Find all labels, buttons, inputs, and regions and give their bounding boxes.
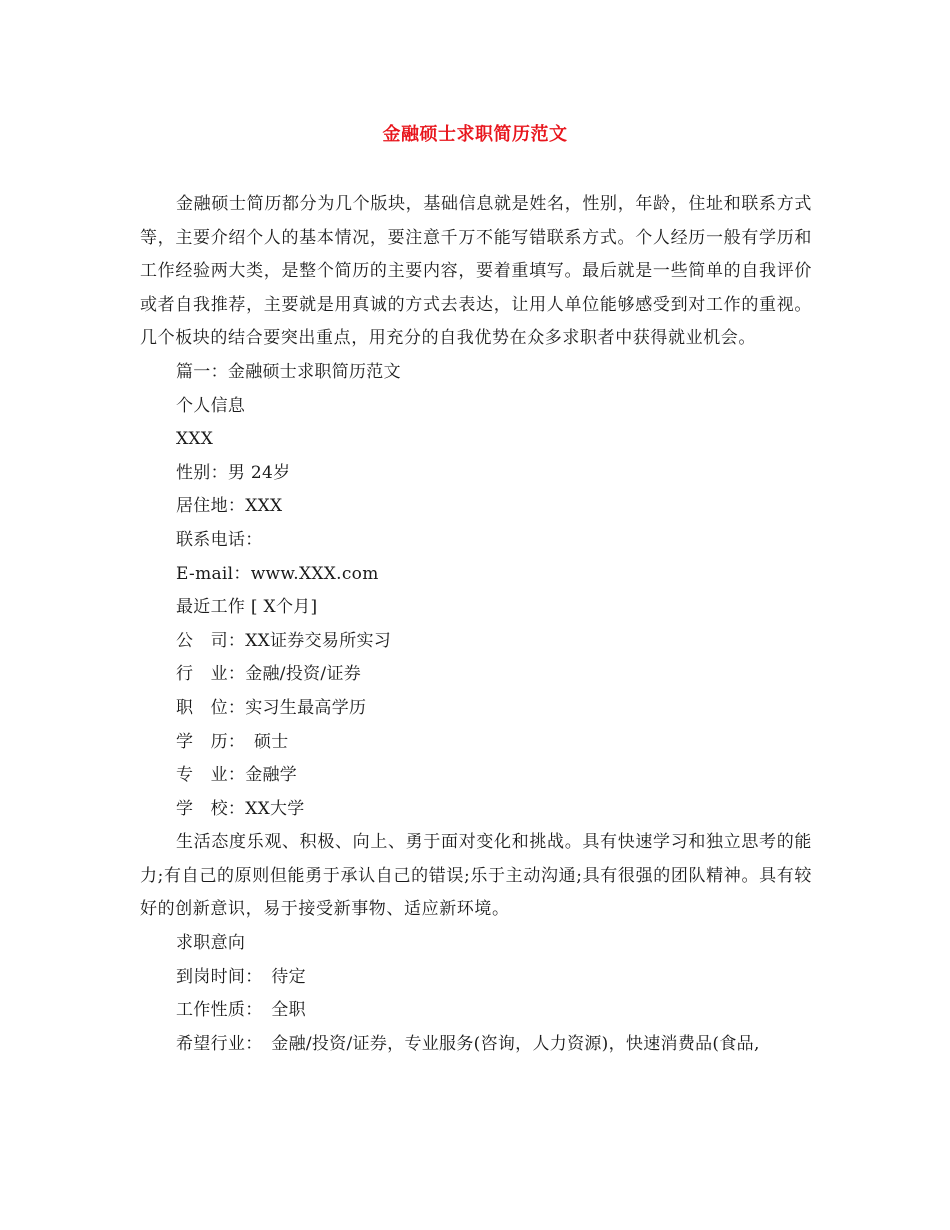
email: E-mail：www.XXX.com (176, 563, 379, 584)
section-title: 篇一：金融硕士求职简历范文 (176, 361, 401, 382)
work-type: 工作性质： 全职 (176, 1000, 306, 1021)
job-intention-heading: 求职意向 (176, 933, 246, 954)
desired-industry: 希望行业： 金融/投资/证券，专业服务(咨询，人力资源)，快速消费品(食品, (176, 1033, 760, 1054)
phone: 联系电话： (176, 529, 263, 550)
personal-name: XXX (176, 429, 214, 450)
personal-info-heading: 个人信息 (176, 395, 246, 416)
self-evaluation-paragraph: 生活态度乐观、积极、向上、勇于面对变化和挑战。具有快速学习和独立思考的能力;有自己的原则但能勇于承认自己的错误;乐于主动沟通;具有很强的团队精神。具有较好的创新意识，易于接受新事物、适应新环境。 (140, 832, 812, 920)
intro-paragraph: 金融硕士简历都分为几个版块，基础信息就是姓名，性别，年龄，住址和联系方式等，主要介绍个人的基本情况，要注意千万不能写错联系方式。个人经历一般有学历和工作经验两大类，是整个简历的主要内容，要着重填写。最后就是一些简单的自我评价或者自我推荐，主要就是用真诚的方式去表达，让用人单位能够感受到对工作的重视。几个板块的结合要突出重点，用充分的自我优势在众多求职者中获得就业机会。 (140, 194, 812, 349)
recent-work-heading: 最近工作 [ X个月] (176, 597, 318, 618)
document-title: 金融硕士求职简历范文 (382, 124, 568, 145)
company: 公 司：XX证券交易所实习 (176, 630, 392, 651)
degree: 学 历： 硕士 (176, 731, 289, 752)
residence: 居住地：XXX (176, 496, 283, 517)
position: 职 位：实习生最高学历 (176, 697, 367, 718)
gender-age: 性别：男 24岁 (176, 462, 291, 483)
industry: 行 业：金融/投资/证券 (176, 664, 362, 685)
school: 学 校：XX大学 (176, 798, 305, 819)
arrival-time: 到岗时间： 待定 (176, 966, 306, 987)
document-body (140, 188, 812, 1061)
major: 专 业：金融学 (176, 765, 298, 786)
